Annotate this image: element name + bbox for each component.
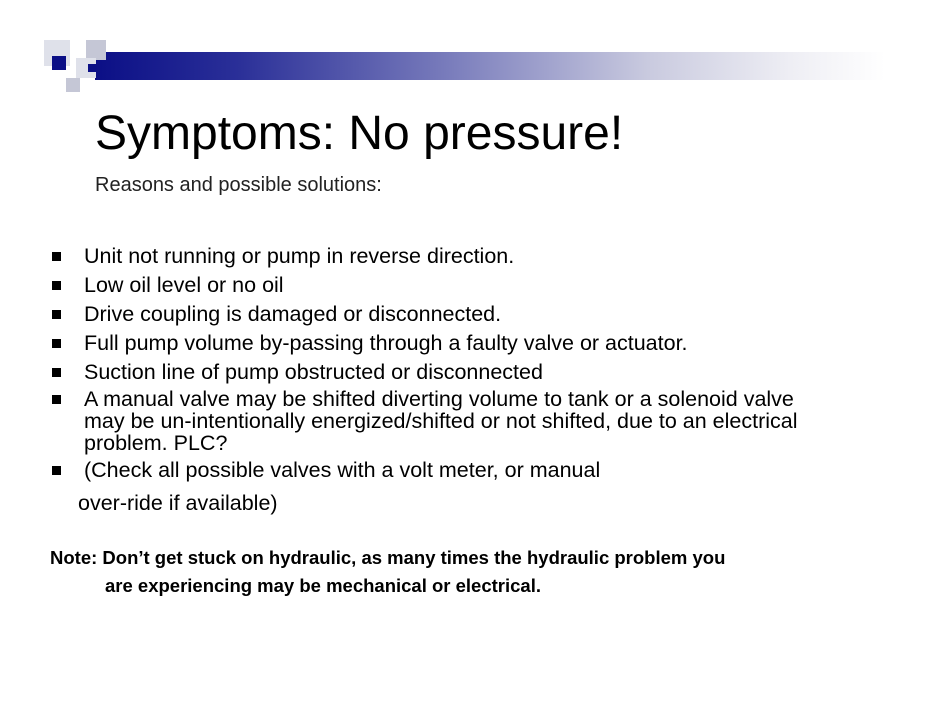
slide-header-decoration — [0, 0, 942, 100]
note-text — [50, 544, 725, 600]
square-bullet-icon — [52, 252, 61, 261]
slide-subtitle: Reasons and possible solutions: — [95, 174, 382, 196]
list-item-text: Suction line of pump obstructed or disconnected — [84, 360, 543, 384]
list-item — [48, 457, 898, 483]
list-item-text: (Check all possible valves with a volt meter, or manual — [84, 458, 601, 482]
list-item-text: A manual valve may be shifted diverting volume to tank or a solenoid valve may be un-intentionally energized/shifted or not shifted, due to an electrical problem. PLC? — [84, 387, 798, 455]
list-item-text: Full pump volume by-passing through a faulty valve or actuator. — [84, 331, 688, 355]
note-line-1: Note: Don’t get stuck on hydraulic, as many times the hydraulic problem you — [50, 547, 726, 568]
list-item-text: Drive coupling is damaged or disconnected. — [84, 302, 502, 326]
square-bullet-icon — [52, 368, 61, 377]
list-item-text: Low oil level or no oil — [84, 273, 284, 297]
square-bullet-icon — [52, 310, 61, 319]
list-item — [48, 301, 898, 327]
square-bullet-icon — [52, 339, 61, 348]
decor-square-navy-left — [52, 56, 66, 70]
decor-square-gray — [86, 40, 106, 60]
decor-square-gray-bottom — [66, 78, 80, 92]
bullet-continuation-text: over-ride if available) — [78, 491, 278, 515]
square-bullet-icon — [52, 281, 61, 290]
square-bullet-icon — [52, 466, 61, 475]
header-gradient-bar — [95, 52, 885, 80]
decor-square-navy-small — [88, 64, 96, 72]
list-item — [48, 272, 898, 298]
slide-title: Symptoms: No pressure! — [95, 107, 624, 160]
list-item — [48, 243, 898, 269]
list-item-text: Unit not running or pump in reverse direction. — [84, 244, 515, 268]
square-bullet-icon — [52, 395, 61, 404]
list-item — [48, 388, 898, 454]
bullet-list — [48, 243, 898, 486]
list-item — [48, 330, 898, 356]
note-line-2: are experiencing may be mechanical or electrical. — [105, 575, 541, 596]
list-item — [48, 359, 898, 385]
